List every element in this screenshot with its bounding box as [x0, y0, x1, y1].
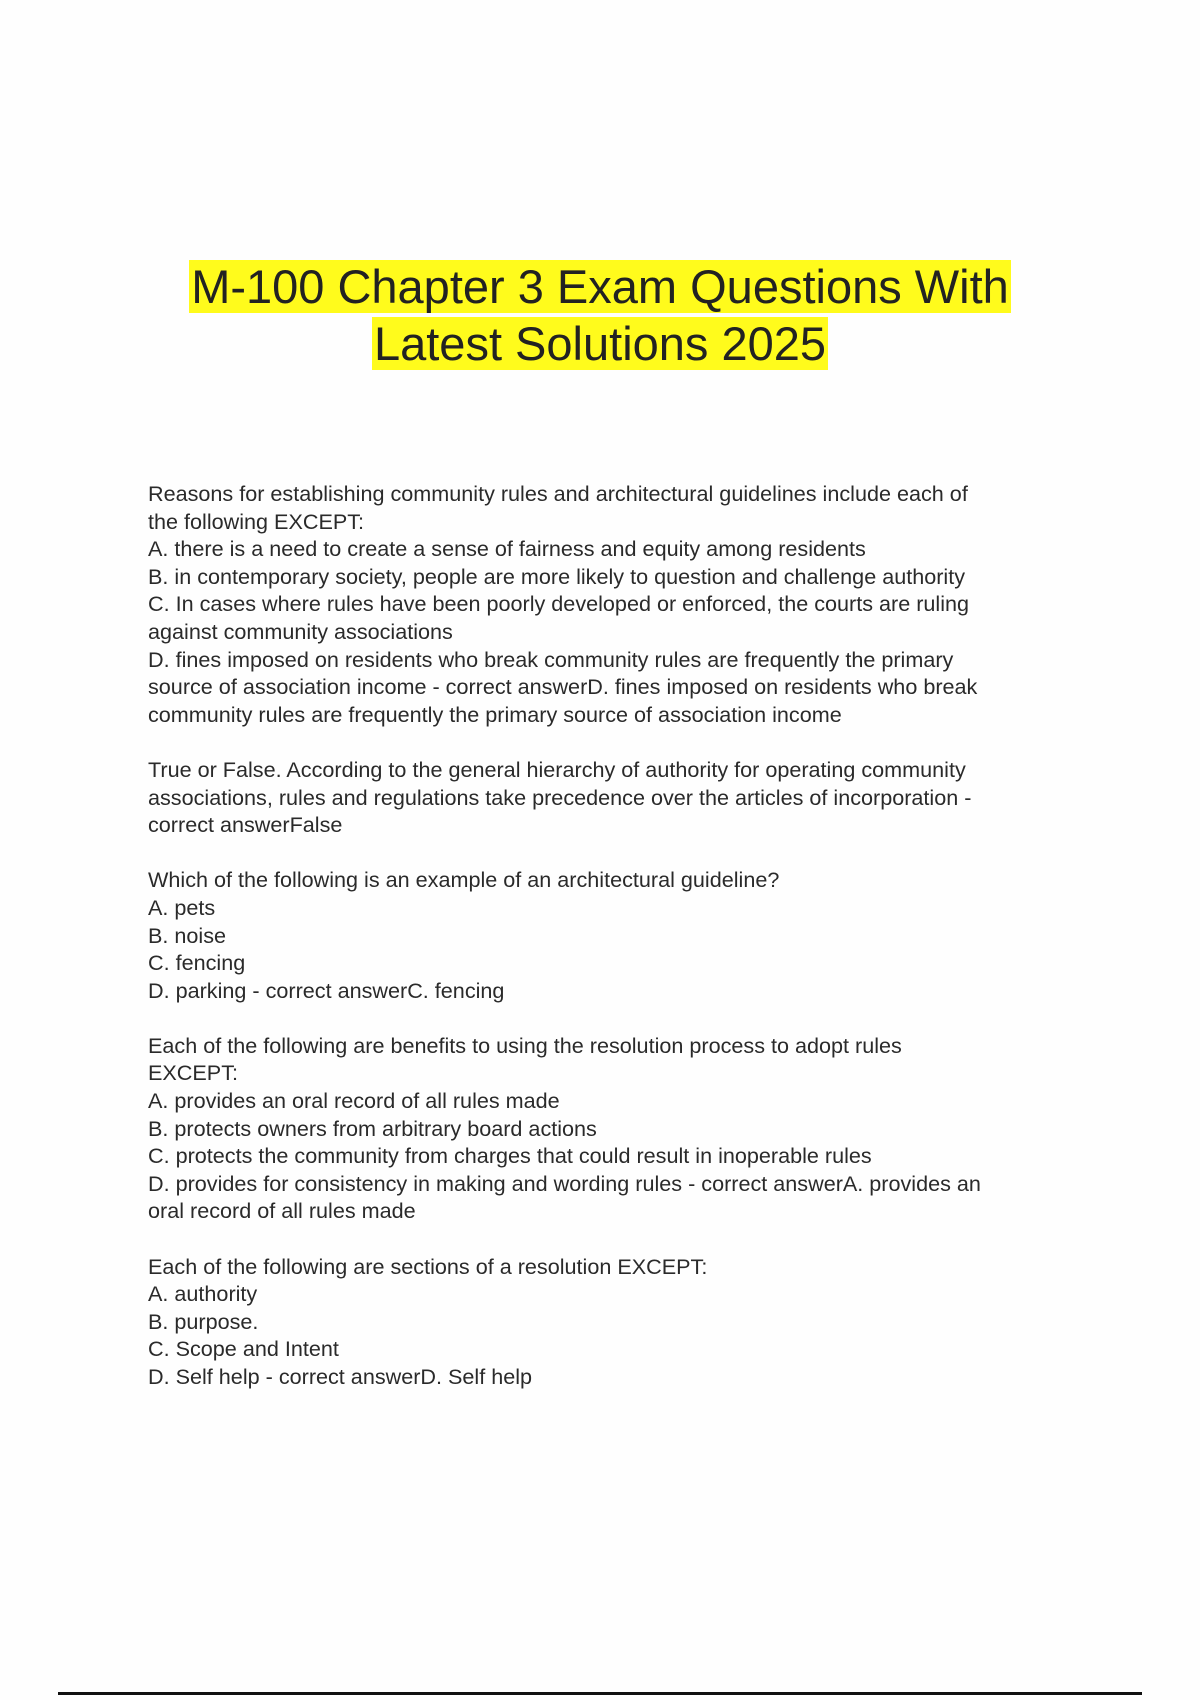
question-line: Which of the following is an example of an architectural guideline?: [148, 867, 780, 893]
question-line: associations, rules and regulations take precedence over the articles of incorporation -: [148, 784, 972, 810]
question-list: [148, 480, 1108, 1418]
question-line: A. provides an oral record of all rules made: [148, 1088, 560, 1114]
question-block: [148, 1032, 1108, 1225]
question-line: Each of the following are benefits to using the resolution process to adopt rules: [148, 1032, 902, 1058]
question-line: D. Self help - correct answerD. Self help: [148, 1364, 533, 1389]
question-line: A. authority: [148, 1281, 258, 1307]
question-line: correct answerFalse: [148, 812, 343, 838]
question-block: [148, 480, 1108, 728]
question-line: B. purpose.: [148, 1308, 259, 1334]
question-line: Each of the following are sections of a resolution EXCEPT:: [148, 1253, 708, 1279]
question-line: community rules are frequently the primary source of association income: [148, 701, 842, 727]
question-line: B. noise: [148, 922, 227, 948]
question-line: C. fencing: [148, 950, 246, 976]
question-block: [148, 866, 1108, 1004]
page-bottom-rule: [58, 1692, 1142, 1695]
title-line-2: Latest Solutions 2025: [373, 317, 827, 370]
question-line: D. provides for consistency in making and wording rules - correct answerA. provides an: [148, 1170, 981, 1196]
question-line: A. pets: [148, 894, 216, 920]
question-line: B. in contemporary society, people are more likely to question and challenge authority: [148, 563, 966, 589]
question-line: C. In cases where rules have been poorly developed or enforced, the courts are ruling: [148, 591, 970, 617]
question-line: against community associations: [148, 618, 453, 644]
question-line: B. protects owners from arbitrary board actions: [148, 1115, 597, 1141]
document-title: [0, 258, 1200, 372]
question-line: D. parking - correct answerC. fencing: [148, 977, 505, 1003]
title-line-1: M-100 Chapter 3 Exam Questions With: [191, 260, 1009, 313]
question-line: D. fines imposed on residents who break community rules are frequently the primary: [148, 646, 954, 672]
question-line: EXCEPT:: [148, 1060, 239, 1086]
question-block: [148, 756, 1108, 839]
question-line: Reasons for establishing community rules and architectural guidelines include each of: [148, 481, 968, 506]
question-line: True or False. According to the general hierarchy of authority for operating community: [148, 756, 966, 782]
question-line: source of association income - correct answerD. fines imposed on residents who break: [148, 674, 978, 700]
question-line: oral record of all rules made: [148, 1198, 416, 1224]
question-line: C. protects the community from charges that could result in inoperable rules: [148, 1143, 872, 1169]
question-line: the following EXCEPT:: [148, 508, 365, 534]
question-line: C. Scope and Intent: [148, 1336, 339, 1362]
question-line: A. there is a need to create a sense of fairness and equity among residents: [148, 536, 866, 562]
question-block: [148, 1253, 1108, 1391]
